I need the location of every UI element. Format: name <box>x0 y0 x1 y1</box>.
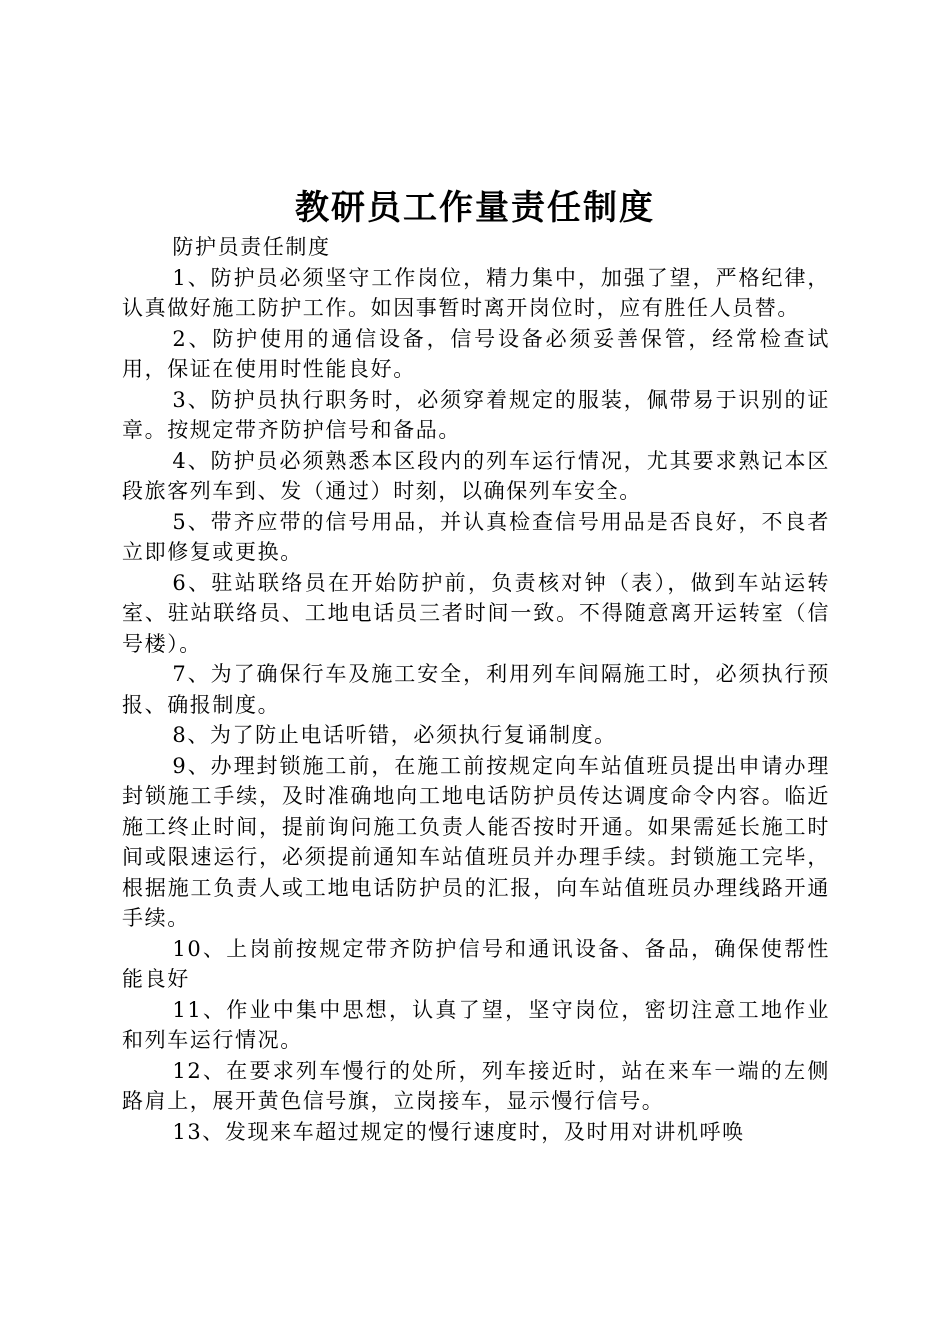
paragraph-1: 1、防护员必须坚守工作岗位，精力集中，加强了望，严格纪律，认真做好施工防护工作。如因事暂时离开岗位时，应有胜任人员替。 <box>122 265 830 320</box>
paragraph-5: 5、带齐应带的信号用品，并认真检查信号用品是否良好，不良者立即修复或更换。 <box>122 509 830 564</box>
paragraph-11: 11、作业中集中思想，认真了望，坚守岗位，密切注意工地作业和列车运行情况。 <box>122 997 830 1052</box>
paragraph-9: 9、办理封锁施工前，在施工前按规定向车站值班员提出申请办理封锁施工手续，及时准确地向工地电话防护员传达调度命令内容。临近施工终止时间，提前询问施工负责人能否按时开通。如果需延长施工时间或限速运行，必须提前通知车站值班员并办理手续。封锁施工完毕，根据施工负责人或工地电话防护员的汇报，向车站值班员办理线路开通手续。 <box>122 753 830 930</box>
section-heading: 防护员责任制度 <box>172 235 331 259</box>
paragraph-7: 7、为了确保行车及施工安全，利用列车间隔施工时，必须执行预报、确报制度。 <box>122 662 830 717</box>
paragraph-10: 10、上岗前按规定带齐防护信号和通讯设备、备品，确保使帮性能良好 <box>122 936 830 991</box>
paragraph-2: 2、防护使用的通信设备，信号设备必须妥善保管，经常检查试用，保证在使用时性能良好。 <box>122 326 830 381</box>
document-body <box>122 232 830 1147</box>
paragraph-12: 12、在要求列车慢行的处所，列车接近时，站在来车一端的左侧路肩上，展开黄色信号旗，立岗接车，显示慢行信号。 <box>122 1058 830 1113</box>
paragraph-3: 3、防护员执行职务时，必须穿着规定的服装，佩带易于识别的证章。按规定带齐防护信号和备品。 <box>122 387 830 442</box>
paragraph-6: 6、驻站联络员在开始防护前，负责核对钟（表），做到车站运转室、驻站联络员、工地电话员三者时间一致。不得随意离开运转室（信号楼）。 <box>122 570 830 656</box>
paragraph-4: 4、防护员必须熟悉本区段内的列车运行情况，尤其要求熟记本区段旅客列车到、发（通过）时刻，以确保列车安全。 <box>122 448 830 503</box>
paragraph-8: 8、为了防止电话听错，必须执行复诵制度。 <box>172 723 617 747</box>
document-title: 教研员工作量责任制度 <box>295 188 655 228</box>
paragraph-13: 13、发现来车超过规定的慢行速度时，及时用对讲机呼唤 <box>172 1119 745 1144</box>
